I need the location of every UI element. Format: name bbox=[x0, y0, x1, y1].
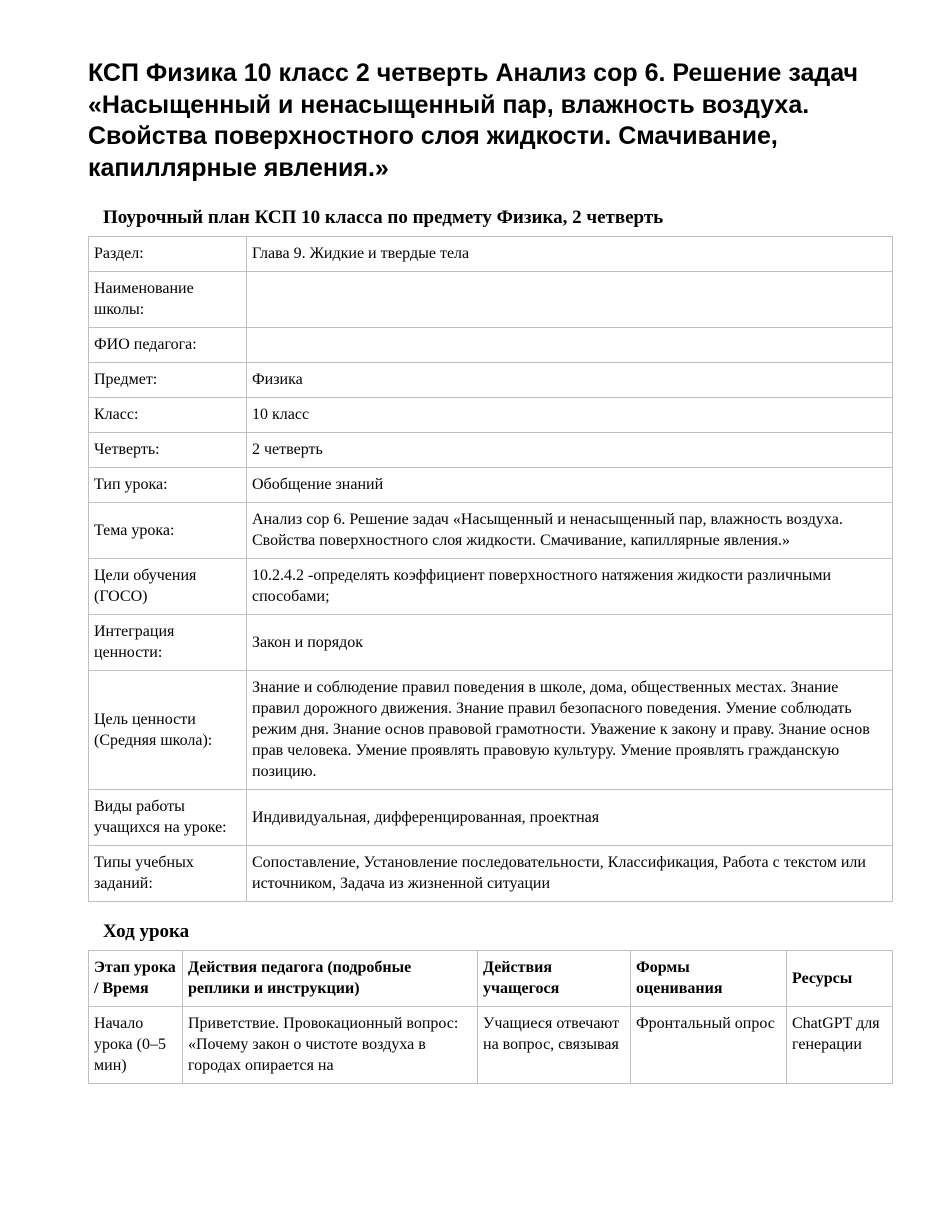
info-label: Типы учебных заданий: bbox=[89, 846, 247, 902]
info-row bbox=[89, 615, 893, 671]
info-value: 10 класс bbox=[247, 398, 893, 433]
info-value: 2 четверть bbox=[247, 433, 893, 468]
info-row bbox=[89, 468, 893, 503]
document-title: КСП Физика 10 класс 2 четверть Анализ сор 6. Решение задач «Насыщенный и ненасыщенный пар, влажность воздуха. Свойства поверхностного слоя жидкости. Смачивание, капиллярные явления.» bbox=[88, 59, 859, 182]
lesson-cell-stage: Начало урока (0–5 мин) bbox=[89, 1007, 183, 1084]
lesson-progress-table bbox=[88, 950, 893, 1084]
lesson-row bbox=[89, 1007, 893, 1084]
info-row bbox=[89, 398, 893, 433]
info-value: Знание и соблюдение правил поведения в школе, дома, общественных местах. Знание правил дорожного движения. Знание правил безопасного поведения. Умение соблюдать режим дня. Знание основ правовой грамотности. Уважение к закону и праву. Знание основ прав человека. Умение проявлять правовую культуру. Умение проявлять гражданскую позицию. bbox=[247, 671, 893, 790]
info-value bbox=[247, 272, 893, 328]
info-row bbox=[89, 237, 893, 272]
document-page bbox=[88, 58, 893, 1084]
info-label: Цели обучения (ГОСО) bbox=[89, 559, 247, 615]
info-label: Четверть: bbox=[89, 433, 247, 468]
col-header-student: Действия учащегося bbox=[478, 951, 631, 1007]
lesson-cell-student: Учащиеся отвечают на вопрос, связывая bbox=[478, 1007, 631, 1084]
info-label: Раздел: bbox=[89, 237, 247, 272]
lesson-cell-teacher: Приветствие. Провокационный вопрос: «Почему закон о чистоте воздуха в городах опирается на bbox=[183, 1007, 478, 1084]
info-row bbox=[89, 846, 893, 902]
info-label: Интеграция ценности: bbox=[89, 615, 247, 671]
lesson-progress-heading: Ход урока bbox=[103, 921, 190, 942]
info-value: 10.2.4.2 -определять коэффициент поверхностного натяжения жидкости различными способами; bbox=[247, 559, 893, 615]
info-value: Глава 9. Жидкие и твердые тела bbox=[247, 237, 893, 272]
info-label: ФИО педагога: bbox=[89, 328, 247, 363]
col-header-teacher: Действия педагога (подробные реплики и инструкции) bbox=[183, 951, 478, 1007]
info-row bbox=[89, 503, 893, 559]
info-value: Закон и порядок bbox=[247, 615, 893, 671]
info-row bbox=[89, 559, 893, 615]
col-header-stage: Этап урока / Время bbox=[89, 951, 183, 1007]
info-value: Сопоставление, Установление последовательности, Классификация, Работа с текстом или источником, Задача из жизненной ситуации bbox=[247, 846, 893, 902]
info-label: Тип урока: bbox=[89, 468, 247, 503]
info-value bbox=[247, 328, 893, 363]
lesson-cell-resources: ChatGPT для генерации bbox=[787, 1007, 893, 1084]
info-label: Наименование школы: bbox=[89, 272, 247, 328]
info-row bbox=[89, 790, 893, 846]
col-header-resources: Ресурсы bbox=[787, 951, 893, 1007]
info-label: Класс: bbox=[89, 398, 247, 433]
info-row bbox=[89, 671, 893, 790]
info-label: Виды работы учащихся на уроке: bbox=[89, 790, 247, 846]
info-row bbox=[89, 433, 893, 468]
plan-heading: Поурочный план КСП 10 класса по предмету Физика, 2 четверть bbox=[103, 207, 664, 228]
info-label: Цель ценности (Средняя школа): bbox=[89, 671, 247, 790]
col-header-assessment: Формы оценивания bbox=[631, 951, 787, 1007]
info-value: Индивидуальная, дифференцированная, проектная bbox=[247, 790, 893, 846]
info-row bbox=[89, 328, 893, 363]
info-label: Тема урока: bbox=[89, 503, 247, 559]
info-value: Физика bbox=[247, 363, 893, 398]
info-value: Обобщение знаний bbox=[247, 468, 893, 503]
lesson-info-table bbox=[88, 236, 893, 902]
info-label: Предмет: bbox=[89, 363, 247, 398]
info-row bbox=[89, 363, 893, 398]
lesson-header-row bbox=[89, 951, 893, 1007]
lesson-cell-assessment: Фронтальный опрос bbox=[631, 1007, 787, 1084]
info-value: Анализ сор 6. Решение задач «Насыщенный и ненасыщенный пар, влажность воздуха. Свойства поверхностного слоя жидкости. Смачивание, капиллярные явления.» bbox=[247, 503, 893, 559]
info-row bbox=[89, 272, 893, 328]
